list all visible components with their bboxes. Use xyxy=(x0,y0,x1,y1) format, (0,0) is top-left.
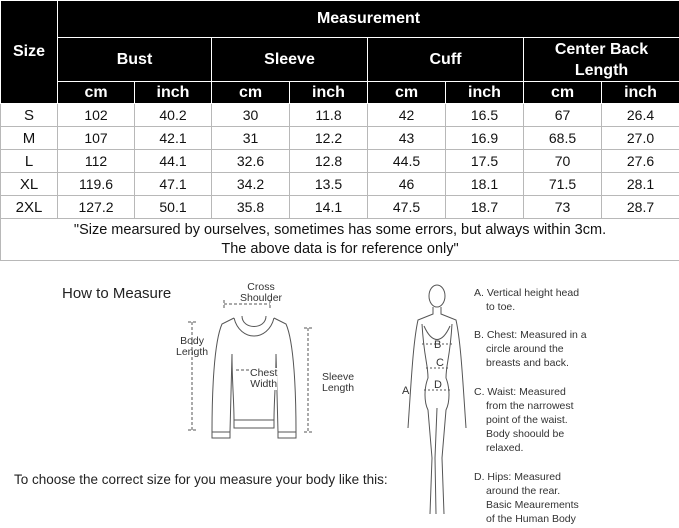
value-cell: 30 xyxy=(212,104,290,127)
size-cell: M xyxy=(1,127,58,150)
value-cell: 42 xyxy=(368,104,446,127)
value-cell: 31 xyxy=(212,127,290,150)
value-cell: 28.7 xyxy=(602,196,679,219)
value-cell: 71.5 xyxy=(524,173,602,196)
note-d: D. Hips: Measured around the rear. Basic Meaurements of the Human Body xyxy=(474,470,579,526)
value-cell: 17.5 xyxy=(446,150,524,173)
value-cell: 28.1 xyxy=(602,173,679,196)
note-c: C. Waist: Measured from the narrowest point of the waist. Body shoould be relaxed. xyxy=(474,385,574,455)
value-cell: 32.6 xyxy=(212,150,290,173)
value-cell: 12.8 xyxy=(290,150,368,173)
sleeve-header: Sleeve xyxy=(212,38,368,82)
note-b: B. Chest: Measured in a circle around the breasts and back. xyxy=(474,328,587,370)
measurement-guide xyxy=(0,268,679,527)
value-cell: 12.2 xyxy=(290,127,368,150)
value-cell: 73 xyxy=(524,196,602,219)
unit-header: inch xyxy=(135,82,212,104)
value-cell: 11.8 xyxy=(290,104,368,127)
cross-shoulder-label: Cross Shoulder xyxy=(240,282,282,304)
value-cell: 102 xyxy=(58,104,135,127)
cuff-header: Cuff xyxy=(368,38,524,82)
table-row xyxy=(1,173,679,196)
size-cell: L xyxy=(1,150,58,173)
unit-header: cm xyxy=(524,82,602,104)
value-cell: 127.2 xyxy=(58,196,135,219)
value-cell: 47.5 xyxy=(368,196,446,219)
value-cell: 27.6 xyxy=(602,150,679,173)
note-a: A. Vertical height head to toe. xyxy=(474,286,579,314)
value-cell: 27.0 xyxy=(602,127,679,150)
bust-header: Bust xyxy=(58,38,212,82)
value-cell: 18.1 xyxy=(446,173,524,196)
value-cell: 42.1 xyxy=(135,127,212,150)
unit-header: cm xyxy=(58,82,135,104)
value-cell: 112 xyxy=(58,150,135,173)
reference-note xyxy=(1,219,679,261)
table-row xyxy=(1,196,679,219)
value-cell: 68.5 xyxy=(524,127,602,150)
value-cell: 35.8 xyxy=(212,196,290,219)
chest-width-label: Chest Width xyxy=(250,368,277,390)
unit-header: inch xyxy=(446,82,524,104)
marker-b: B xyxy=(434,340,441,351)
note-line: "Size mearsured by ourselves, sometimes has some errors, but always within 3cm. xyxy=(74,222,606,238)
measurement-header: Measurement xyxy=(58,1,679,38)
table-row xyxy=(1,150,679,173)
value-cell: 16.9 xyxy=(446,127,524,150)
marker-c: C xyxy=(436,358,444,369)
value-cell: 119.6 xyxy=(58,173,135,196)
value-cell: 40.2 xyxy=(135,104,212,127)
value-cell: 47.1 xyxy=(135,173,212,196)
choose-size-instruction: To choose the correct size for you measure your body like this: xyxy=(14,472,388,487)
size-cell: 2XL xyxy=(1,196,58,219)
value-cell: 70 xyxy=(524,150,602,173)
center-back-length-header: Center Back Length xyxy=(524,38,679,82)
value-cell: 14.1 xyxy=(290,196,368,219)
marker-a: A xyxy=(402,386,409,397)
table-row xyxy=(1,104,679,127)
unit-header: inch xyxy=(602,82,679,104)
body-length-label: Body Length xyxy=(176,336,208,358)
value-cell: 18.7 xyxy=(446,196,524,219)
note-line: The above data is for reference only" xyxy=(221,241,458,257)
value-cell: 50.1 xyxy=(135,196,212,219)
unit-header: cm xyxy=(212,82,290,104)
value-cell: 16.5 xyxy=(446,104,524,127)
value-cell: 107 xyxy=(58,127,135,150)
value-cell: 26.4 xyxy=(602,104,679,127)
value-cell: 13.5 xyxy=(290,173,368,196)
size-cell: S xyxy=(1,104,58,127)
unit-header: inch xyxy=(290,82,368,104)
table-row xyxy=(1,127,679,150)
value-cell: 34.2 xyxy=(212,173,290,196)
how-to-measure-title: How to Measure xyxy=(62,285,171,302)
marker-d: D xyxy=(434,380,442,391)
value-cell: 43 xyxy=(368,127,446,150)
value-cell: 67 xyxy=(524,104,602,127)
size-header: Size xyxy=(1,1,58,104)
size-cell: XL xyxy=(1,173,58,196)
sleeve-length-label: Sleeve Length xyxy=(322,372,354,394)
value-cell: 44.1 xyxy=(135,150,212,173)
unit-header: cm xyxy=(368,82,446,104)
value-cell: 44.5 xyxy=(368,150,446,173)
size-chart-table xyxy=(0,0,679,261)
value-cell: 46 xyxy=(368,173,446,196)
body-figure-illustration xyxy=(402,278,472,528)
